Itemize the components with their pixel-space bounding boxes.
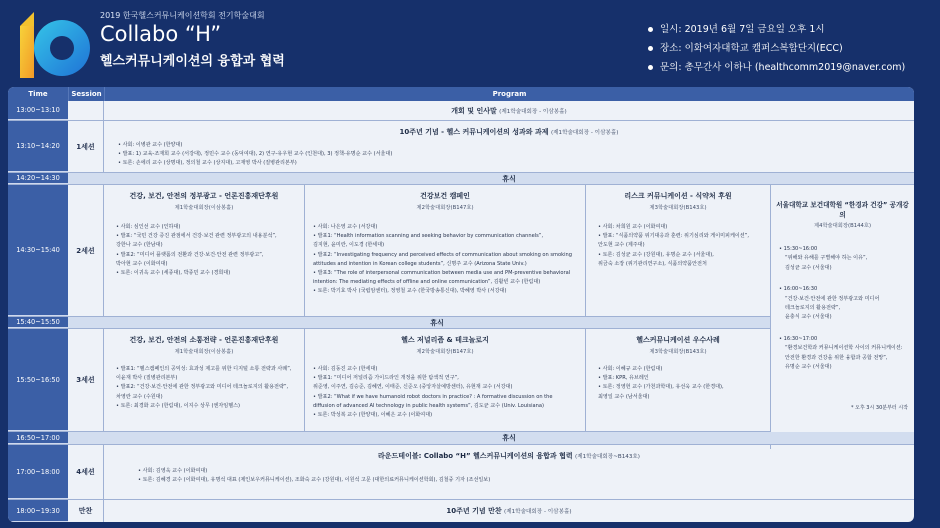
session4-title: 라운드테이블: Collabo “H” 헬스커뮤니케이션의 융합과 협력 (제1학술대회장~B143호): [378, 452, 640, 460]
venue-info: 장소: 이화여자대학교 캠퍼스복합단지(ECC): [648, 39, 905, 58]
program-header: Program: [104, 87, 914, 101]
session-cell: [68, 101, 104, 120]
program-cell: 개회 및 인사말 (제1학술대회장 - 이삼봉홀): [451, 106, 567, 115]
session2-track1: 건강, 보건, 안전의 정부광고 - 언론진흥재단후원 제1학술대회장(이삼봉홀) • 사회: 심인선 교수 (인하대) • 발표: “국민 건강 증진 관점에서 건강·보건 관련 정부광고의 내용분석”, 강한나 교수 (한남대) • 발표2: “미디어 플랫폼의 전환과 건강·보건·안전 관련 정부광고”, 박아현 교수 (이화여대) • 토론: 이귀옥 교수 (세종대), 박종민 교수 (경희대): [116, 192, 279, 277]
session-cell: 1세션: [68, 121, 104, 172]
contact-info: 문의: 총무간사 이하나 (healthcomm2019@naver.com): [648, 58, 905, 77]
session4-details: • 사회: 김영욱 교수 (이화여대) • 토론: 김혜경 교수 (이화여대), 유명석 대표 (제인보우커뮤니케이션), 조화숙 교수 (강원대), 이원석 고문 (대한의료커뮤니케이션학회), 김철중 기자 (조선일보): [138, 468, 491, 484]
row-dinner: [8, 500, 914, 522]
time-cell: 13:00~13:10: [8, 101, 68, 120]
time-cell: 14:30~15:40: [8, 185, 68, 316]
session1-title: 10주년 기념 - 헬스 커뮤니케이션의 성과와 과제 (제1학술대회장 - 이삼봉홀): [399, 128, 619, 136]
bullet-icon: [648, 27, 653, 32]
break-label: 휴식: [502, 174, 516, 183]
session2-track3: 리스크 커뮤니케이션 - 식약처 후원 제3학술대회장(B143호) • 사회: 차희원 교수 (이화여대) • 발표: “식품의약품 위기대응과 훈련: 위기심리와 게이미피케이션”, 안도현 교수 (제주대) • 토론: 김성균 교수 (강원대), 유명순 교수 (서울대), 위금숙 소장 (위기관리연구소), 식품의약품안전처: [598, 192, 749, 267]
session-cell: 2세션: [68, 185, 104, 316]
time-cell: 14:20~14:30: [8, 173, 68, 184]
page-subtitle: 헬스커뮤니케이션의 융합과 협력: [100, 54, 285, 69]
row-session4: [8, 445, 914, 500]
session-cell: 3세션: [68, 329, 104, 431]
row-session1: [8, 121, 914, 173]
time-cell: 13:10~14:20: [8, 121, 68, 172]
lecture-title: 서울대학교 보건대학원 “한경과 건강” 공개강의: [776, 201, 909, 219]
break-label: 휴식: [502, 434, 516, 442]
time-cell: 16:50~17:00: [8, 432, 68, 444]
header: [0, 0, 940, 84]
program-cell: 10주년 기념 만찬 (제1학술대회장 - 이삼봉홀): [446, 507, 572, 515]
public-lecture-column: [770, 185, 914, 449]
time-cell: 15:40~15:50: [8, 317, 68, 328]
session-header: Session: [68, 87, 104, 101]
time-cell: 18:00~19:30: [8, 500, 68, 522]
session1-details: • 사회: 이병관 교수 (한양대) • 발표: 1) 교육-조재희 교수 (서강대), 정민수 교수 (동덕여대), 2) 연구-유우현 교수 (인천대), 3) 정책-유명순 교수 (서울대) • 토론: 손에리 교수 (상명대), 정의철 교수 (상지대), 고재영 박사 (질병관리본부): [118, 142, 393, 167]
event-info: [648, 20, 905, 77]
session-cell: 4세션: [68, 445, 104, 499]
row-break-3: [8, 432, 914, 445]
program-table: [8, 87, 914, 522]
10th-anniversary-logo: [16, 8, 96, 80]
time-header: Time: [8, 87, 68, 101]
session-cell: 만찬: [68, 500, 104, 522]
lecture-note: * 오후 3시 30분부터 시작: [850, 405, 908, 411]
lecture-entry: • 16:30~17:00 “환경보건학과 커뮤니케이션학 사이의 커뮤니케이션: 안전한 환경과 건강을 위한 융합과 공합 전망”, 유명순 교수 (서울대): [779, 335, 903, 371]
lecture-entry: • 16:00~16:30 “건강·보건·안전에 관한 정부광고와 미디어 테크놀로지의 활용전략”, 윤충식 교수 (서울대): [779, 286, 880, 321]
lecture-room: 제4학술대회장(B144호): [813, 223, 872, 229]
time-cell: 15:50~16:50: [8, 329, 68, 431]
row-break-1: [8, 173, 914, 185]
date-info: 일시: 2019년 6월 7일 금요일 오후 1시: [648, 20, 905, 39]
row-opening: [8, 101, 914, 121]
break-label: 휴식: [430, 318, 444, 327]
time-cell: 17:00~18:00: [8, 445, 68, 499]
organization-name: 2019 한국헬스커뮤니케이션학회 전기학술대회: [100, 11, 265, 20]
session1-block: [104, 121, 914, 172]
session2-track2: 건강보건 캠페인 제2학술대회장(B147호) • 사회: 나은영 교수 (서강대) • 발표1: “Health information scanning and seeking behavior by communication channels”, 김지현, 윤미란, 이도경 (한세대) • 발표2: “Investigating frequency and perceived effects of communication about smoking on smoking attitudes and intention in Korean college students”, 신명주 교수 (Arizona State Univ.) • 발표3: “The role of interpersonal communication between media use and PM-preventive behavioral intention: The mediating effects of offline and online communication”, 김활빈 교수 (한림대) • 토론: 박기효 박사 (국립암센터), 정영철 교수 (한국방송통신대), 박혜영 박사 (서강대): [313, 192, 572, 295]
page-title: Collabo “H”: [100, 22, 222, 46]
session4-block: [104, 445, 914, 499]
bullet-icon: [648, 65, 653, 70]
session3-track2: 헬스 저널리즘 & 테크놀로지 제2학술대회장(B147호) • 사회: 김동진 교수 (한세대) • 발표1: “미디어 저널리즘 가이드라인 개정을 위한 탐색적 연구”, 위준영, 이주연, 김승준, 김혜연, 이태준, 신준오 (중앙자살예방센터), 유현재 교수 (서강대) • 발표2: “What if we have humanoid robot doctors in practice? : A formative discussion on the diffusion of advanced AI technology in public health systems”, 김도균 교수 (Univ. Louisiana) • 토론: 박성복 교수 (한양대), 이혜은 교수 (이화여대): [313, 336, 553, 419]
bullet-icon: [648, 46, 653, 51]
session3-track1: 건강, 보건, 안전의 소통전략 - 언론진흥재단후원 제1학술대회장(이삼봉홀) • 발표1: “헬스캠페인의 공익성: 효과성 제고를 위한 디지털 소통 전략과 사례”, 이윤재 박사 (질병관리본부) • 발표2: “건강·보건·안전에 관한 정부광고와 미디어 테크놀로지의 활용전략”, 차영란 교수 (수원대) • 토론: 최경화 교수 (한림대), 이지수 상무 (엔자임헬스): [116, 336, 292, 409]
lecture-entry: • 15:30~16:00 “위해와 유해를 구별해야 하는 이유”, 김성균 교수 (서울대): [779, 246, 868, 271]
session3-track3: 헬스커뮤니케이션 우수사례 제3학술대회장(B143호) • 사회: 이혜규 교수 (한림대) • 발표: KPR, 유브레인 • 토론: 정영헌 교수 (가천과학대), 유선욱 교수 (한경대), 최영일 교수 (남서울대): [598, 336, 724, 400]
